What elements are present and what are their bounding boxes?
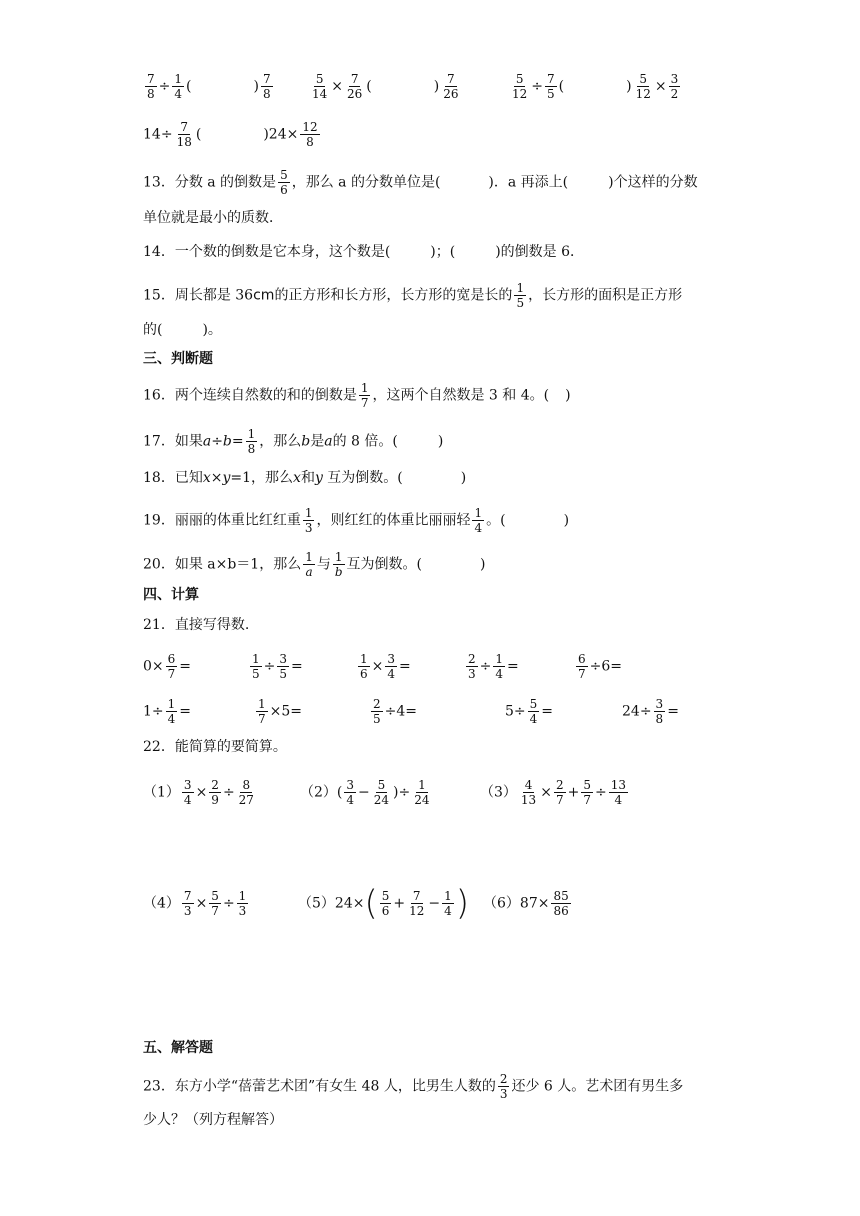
question-15: 15．周长都是 36cm的正方形和长方形，长方形的宽是长的 $\frac{1}{5}$ ，长方形的面积是正方形 <box>143 281 683 310</box>
q21-item-7: $\frac{1}{7}$ ×5= <box>258 697 303 726</box>
fraction: $\frac{2}{7}$ <box>555 778 564 807</box>
q22-part-2: （2）( $\frac{3}{4}$ − $\frac{5}{24}$ )÷ $\frac{1}{24}$ <box>300 778 430 807</box>
question-23-line-2: 少人？（列方程解答） <box>143 1112 283 1128</box>
fraction: $\frac{1}{5}$ <box>516 281 525 310</box>
compare-row-1c: $\frac{5}{12}$ ÷ $\frac{7}{5}$ ( ) $\frac{5}{12}$ × $\frac{3}{2}$ <box>512 72 679 101</box>
fraction: $\frac{5}{6}$ <box>381 889 390 918</box>
fraction: $\frac{5}{12}$ <box>512 72 528 101</box>
fraction: $\frac{5}{7}$ <box>211 889 219 918</box>
fraction: $\frac{3}{4}$ <box>346 778 355 807</box>
fraction: $\frac{3}{2}$ <box>670 72 679 101</box>
fraction: $\frac{1}{b}$ <box>334 550 343 579</box>
fraction: $\frac{5}{6}$ <box>280 168 288 197</box>
compare-row-1b: $\frac{5}{14}$ × $\frac{7}{26}$ ( ) $\frac{7}{26}$ <box>312 72 459 101</box>
fraction: $\frac{5}{14}$ <box>312 72 328 101</box>
q21-item-1: 0× $\frac{6}{7}$ = <box>143 652 192 681</box>
question-15-line-2: 的( )。 <box>143 322 222 338</box>
q21-item-8: $\frac{2}{5}$ ÷4= <box>373 697 418 726</box>
question-22-title: 22．能简算的要简算。 <box>143 739 287 755</box>
fraction: $\frac{3}{5}$ <box>279 652 288 681</box>
fraction: $\frac{1}{7}$ <box>258 697 266 726</box>
question-18: 18．已知x×y=1，那么x和y 互为倒数。( ) <box>143 470 467 486</box>
fraction: $\frac{1}{a}$ <box>305 550 313 579</box>
question-23: 23．东方小学“蓓蕾艺术团”有女生 48 人，比男生人数的 $\frac{2}{3}$ 还少 6 人。艺术团有男生多 <box>143 1072 684 1101</box>
section-heading-answer: 五、解答题 <box>143 1040 213 1056</box>
q22-part-4: （4） $\frac{7}{3}$ × $\frac{5}{7}$ ÷ $\frac{1}{3}$ <box>143 889 247 918</box>
fraction: $\frac{8}{27}$ <box>238 778 254 807</box>
q21-item-5: $\frac{6}{7}$ ÷6= <box>578 652 623 681</box>
fraction: $\frac{7}{18}$ <box>176 120 192 149</box>
fraction: $\frac{85}{86}$ <box>553 889 569 918</box>
fraction: $\frac{3}{4}$ <box>183 778 192 807</box>
fraction: $\frac{1}{5}$ <box>252 652 260 681</box>
q22-part-3: （3） $\frac{4}{13}$ × $\frac{2}{7}$ + $\frac{5}{7}$ ÷ $\frac{13}{4}$ <box>480 778 626 807</box>
fraction: $\frac{1}{4}$ <box>174 72 183 101</box>
fraction: $\frac{1}{4}$ <box>495 652 504 681</box>
fraction: $\frac{1}{7}$ <box>360 381 369 410</box>
q21-item-6: 1÷ $\frac{1}{4}$ = <box>143 697 192 726</box>
q22-part-5: （5）24×( $\frac{5}{6}$ + $\frac{7}{12}$ − $\frac{1}{4}$ ) <box>298 883 470 924</box>
question-16: 16．两个连续自然数的和的倒数是 $\frac{1}{7}$ ，这两个自然数是 3 和 4。( ) <box>143 381 571 410</box>
section-heading-judgement: 三、判断题 <box>143 351 213 367</box>
fraction: $\frac{2}{5}$ <box>373 697 381 726</box>
fraction: $\frac{5}{12}$ <box>635 72 651 101</box>
fraction: $\frac{3}{4}$ <box>387 652 396 681</box>
fraction: $\frac{7}{3}$ <box>183 889 192 918</box>
q21-item-10: 24÷ $\frac{3}{8}$ = <box>622 697 679 726</box>
question-13: 13．分数 a 的倒数是 $\frac{5}{6}$ ，那么 a 的分数单位是( )．a 再添上( )个这样的分数 <box>143 168 698 197</box>
fraction: $\frac{3}{8}$ <box>655 697 664 726</box>
fraction: $\frac{13}{4}$ <box>610 778 626 807</box>
question-14: 14．一个数的倒数是它本身，这个数是( )；( )的倒数是 6． <box>143 244 585 260</box>
compare-row-1: $\frac{7}{8}$ ÷ $\frac{1}{4}$ ( ) $\frac{7}{8}$ <box>147 72 271 101</box>
question-19: 19．丽丽的体重比红红重 $\frac{1}{3}$ ，则红红的体重比丽丽轻 $\frac{1}{4}$ 。( ) <box>143 506 570 535</box>
fraction: $\frac{4}{13}$ <box>520 778 537 807</box>
q21-item-9: 5÷ $\frac{5}{4}$ = <box>505 697 554 726</box>
section-heading-calculation: 四、计算 <box>143 587 199 603</box>
compare-row-2: 14÷ $\frac{7}{18}$ ( )24× $\frac{12}{8}$ <box>143 120 318 149</box>
fraction: $\frac{7}{12}$ <box>409 889 425 918</box>
fraction: $\frac{2}{3}$ <box>499 1072 508 1101</box>
fraction: $\frac{6}{7}$ <box>167 652 176 681</box>
fraction: $\frac{7}{5}$ <box>547 72 555 101</box>
fraction: $\frac{5}{24}$ <box>373 778 390 807</box>
fraction: $\frac{1}{4}$ <box>167 697 176 726</box>
question-13-line-2: 单位就是最小的质数． <box>143 210 283 226</box>
q22-part-6: （6）87× $\frac{85}{86}$ <box>483 889 569 918</box>
fraction: $\frac{1}{4}$ <box>474 506 483 535</box>
fraction: $\frac{1}{24}$ <box>414 778 430 807</box>
fraction: $\frac{7}{26}$ <box>443 72 459 101</box>
fraction: $\frac{7}{8}$ <box>147 72 155 101</box>
q21-item-2: $\frac{1}{5}$ ÷ $\frac{3}{5}$ = <box>252 652 303 681</box>
fraction: $\frac{1}{8}$ <box>247 427 256 456</box>
fraction: $\frac{1}{4}$ <box>444 889 452 918</box>
fraction: $\frac{7}{26}$ <box>347 72 363 101</box>
q21-item-4: $\frac{2}{3}$ ÷ $\frac{1}{4}$ = <box>468 652 519 681</box>
fraction: $\frac{5}{4}$ <box>529 697 538 726</box>
fraction: $\frac{2}{9}$ <box>211 778 219 807</box>
fraction: $\frac{2}{3}$ <box>468 652 476 681</box>
fraction: $\frac{5}{7}$ <box>583 778 591 807</box>
question-17: 17．如果a÷b= $\frac{1}{8}$ ，那么b是a的 8 倍。( ) <box>143 427 444 456</box>
fraction: $\frac{1}{3}$ <box>304 506 313 535</box>
fraction: $\frac{12}{8}$ <box>302 120 318 149</box>
fraction: $\frac{6}{7}$ <box>578 652 586 681</box>
fraction: $\frac{7}{8}$ <box>262 72 271 101</box>
fraction: $\frac{1}{3}$ <box>238 889 247 918</box>
fraction: $\frac{1}{6}$ <box>360 652 368 681</box>
q22-part-1: （1） $\frac{3}{4}$ × $\frac{2}{9}$ ÷ $\frac{8}{27}$ <box>143 778 254 807</box>
question-20: 20．如果 a×b＝1，那么 $\frac{1}{a}$ 与 $\frac{1}{b}$ 互为倒数。( ) <box>143 550 486 579</box>
q21-item-3: $\frac{1}{6}$ × $\frac{3}{4}$ = <box>360 652 411 681</box>
question-21-title: 21．直接写得数. <box>143 617 250 633</box>
